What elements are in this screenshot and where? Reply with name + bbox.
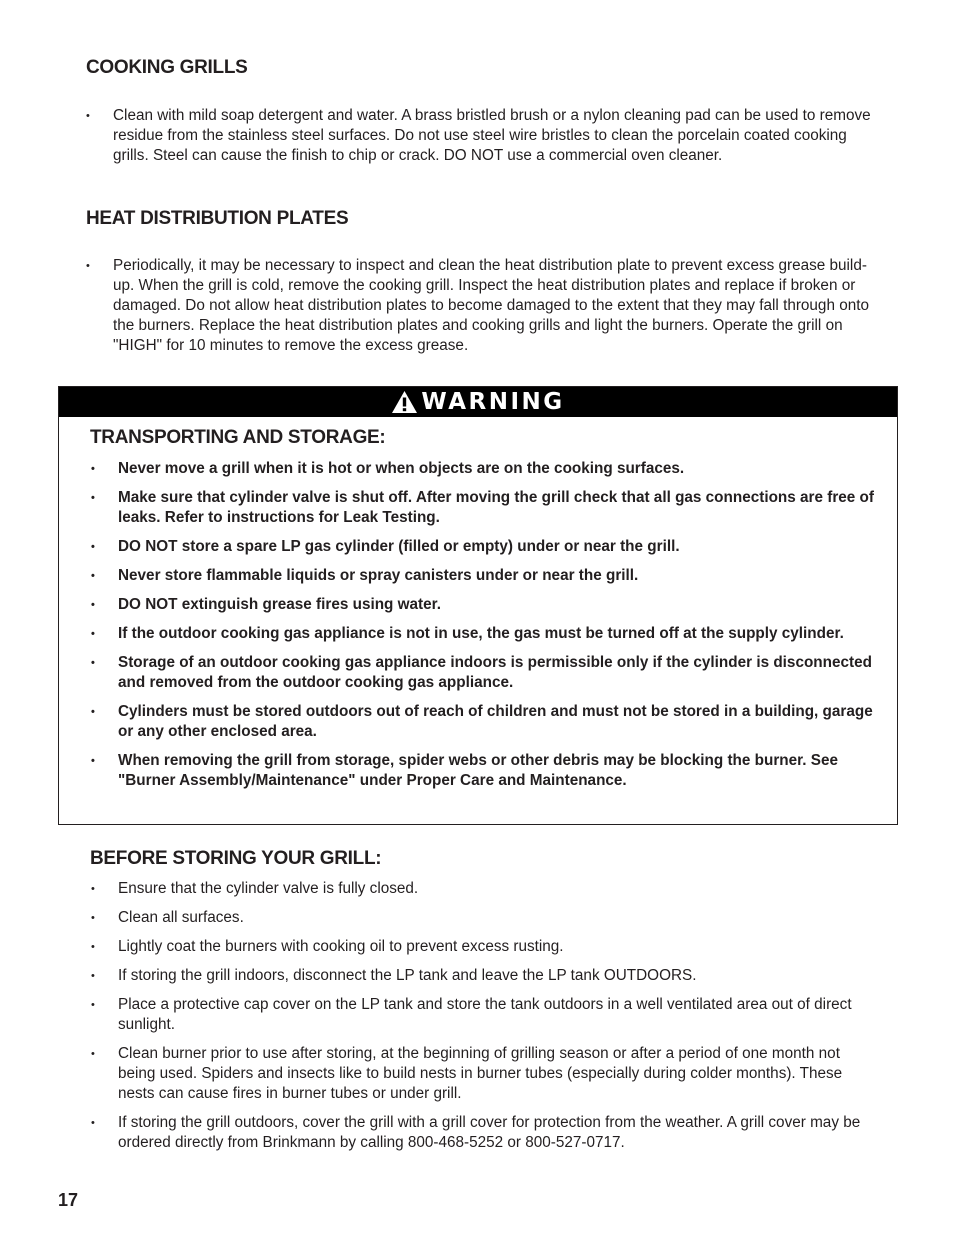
bullet-icon: •: [91, 570, 95, 582]
bullet-icon: •: [91, 912, 95, 924]
list-item-text: Periodically, it may be necessary to inspect and clean the heat distribution plate to prevent excess grease build-up. When the grill is cold, remove the cooking grill. Inspect the heat distribution plates and replace if broken or damaged. Do not allow heat distribution plates to become damaged to the extent that they may fall through onto the burners. Replace the heat distribution plates and cooking grills and light the burners. Operate the grill on "HIGH" for 10 minutes to remove the excess grease.: [113, 257, 869, 354]
bullet-icon: •: [91, 1117, 95, 1129]
warning-list: [91, 459, 878, 791]
list-item: [91, 908, 873, 928]
list-item: [91, 995, 873, 1035]
list-item-text: If storing the grill outdoors, cover the grill with a grill cover for protection from the weather. A grill cover may be ordered directly from Brinkmann by calling 800-468-5252 or 800-527-0717.: [118, 1114, 861, 1151]
bullet-icon: •: [91, 941, 95, 953]
bullet-icon: •: [91, 541, 95, 553]
bullet-icon: •: [91, 755, 95, 767]
before-storing-heading: BEFORE STORING YOUR GRILL:: [90, 848, 382, 869]
list-item: [86, 106, 873, 166]
list-item-text: When removing the grill from storage, spider webs or other debris may be blocking the burner. See "Burner Assembly/Maintenance" under Proper Care and Maintenance.: [118, 752, 838, 789]
list-item-text: Storage of an outdoor cooking gas appliance indoors is permissible only if the cylinder is disconnected and removed from the outdoor cooking gas appliance.: [118, 654, 872, 691]
list-item: [91, 488, 878, 528]
cooking-grills-heading: COOKING GRILLS: [86, 57, 248, 78]
page-number: 17: [58, 1190, 79, 1210]
bullet-icon: •: [91, 706, 95, 718]
bullet-icon: •: [91, 628, 95, 640]
bullet-icon: •: [91, 999, 95, 1011]
list-item-text: If the outdoor cooking gas appliance is not in use, the gas must be turned off at the supply cylinder.: [118, 625, 844, 642]
list-item: [86, 256, 873, 356]
warning-label: WARNING: [421, 389, 565, 415]
warning-triangle-icon: [391, 390, 418, 414]
list-item-text: Never move a grill when it is hot or when objects are on the cooking surfaces.: [118, 460, 685, 477]
list-item: [91, 1113, 873, 1153]
bullet-icon: •: [91, 599, 95, 611]
list-item: [91, 566, 878, 586]
list-item-text: DO NOT extinguish grease fires using water.: [118, 596, 442, 613]
list-item: [91, 595, 878, 615]
list-item-text: Ensure that the cylinder valve is fully closed.: [118, 880, 419, 897]
list-item-text: Clean burner prior to use after storing, at the beginning of grilling season or after a period of one month not being used. Spiders and insects like to build nests in burner tubes (especially during colder months). These nests can cause fires in burner tubes or under grill.: [118, 1045, 843, 1102]
bullet-icon: •: [91, 883, 95, 895]
list-item-text: If storing the grill indoors, disconnect the LP tank and leave the LP tank OUTDOORS.: [118, 967, 697, 984]
list-item: [91, 702, 878, 742]
bullet-icon: •: [91, 1048, 95, 1060]
list-item-text: Place a protective cap cover on the LP tank and store the tank outdoors in a well ventilated area out of direct sunlight.: [118, 996, 852, 1033]
list-item: [91, 459, 878, 479]
list-item: [91, 879, 873, 899]
warning-banner: [59, 387, 897, 417]
list-item-text: Never store flammable liquids or spray canisters under or near the grill.: [118, 567, 639, 584]
list-item: [91, 937, 873, 957]
list-item-text: Lightly coat the burners with cooking oil to prevent excess rusting.: [118, 938, 564, 955]
list-item: [91, 751, 878, 791]
bullet-icon: •: [91, 463, 95, 475]
heat-plates-heading: HEAT DISTRIBUTION PLATES: [86, 208, 349, 229]
heat-plates-list: [86, 256, 873, 356]
cooking-grills-list: [86, 106, 873, 166]
list-item-text: DO NOT store a spare LP gas cylinder (filled or empty) under or near the grill.: [118, 538, 680, 555]
bullet-icon: •: [86, 110, 90, 122]
bullet-icon: •: [91, 970, 95, 982]
bullet-icon: •: [86, 260, 90, 272]
list-item-text: Clean all surfaces.: [118, 909, 244, 926]
list-item: [91, 966, 873, 986]
transporting-storage-heading: TRANSPORTING AND STORAGE:: [90, 427, 386, 448]
bullet-icon: •: [91, 657, 95, 669]
warning-box: [58, 386, 898, 825]
list-item-text: Make sure that cylinder valve is shut off. After moving the grill check that all gas connections are free of leaks. Refer to instructions for Leak Testing.: [118, 489, 874, 526]
list-item: [91, 1044, 873, 1104]
list-item: [91, 653, 878, 693]
list-item-text: Cylinders must be stored outdoors out of reach of children and must not be stored in a building, garage or any other enclosed area.: [118, 703, 873, 740]
before-storing-list: [91, 879, 873, 1153]
list-item: [91, 624, 878, 644]
list-item-text: Clean with mild soap detergent and water. A brass bristled brush or a nylon cleaning pad can be used to remove residue from the stainless steel surfaces. Do not use steel wire bristles to clean the porcelain coated cooking grills. Steel can cause the finish to chip or crack. DO NOT use a commercial oven cleaner.: [113, 107, 871, 164]
bullet-icon: •: [91, 492, 95, 504]
list-item: [91, 537, 878, 557]
